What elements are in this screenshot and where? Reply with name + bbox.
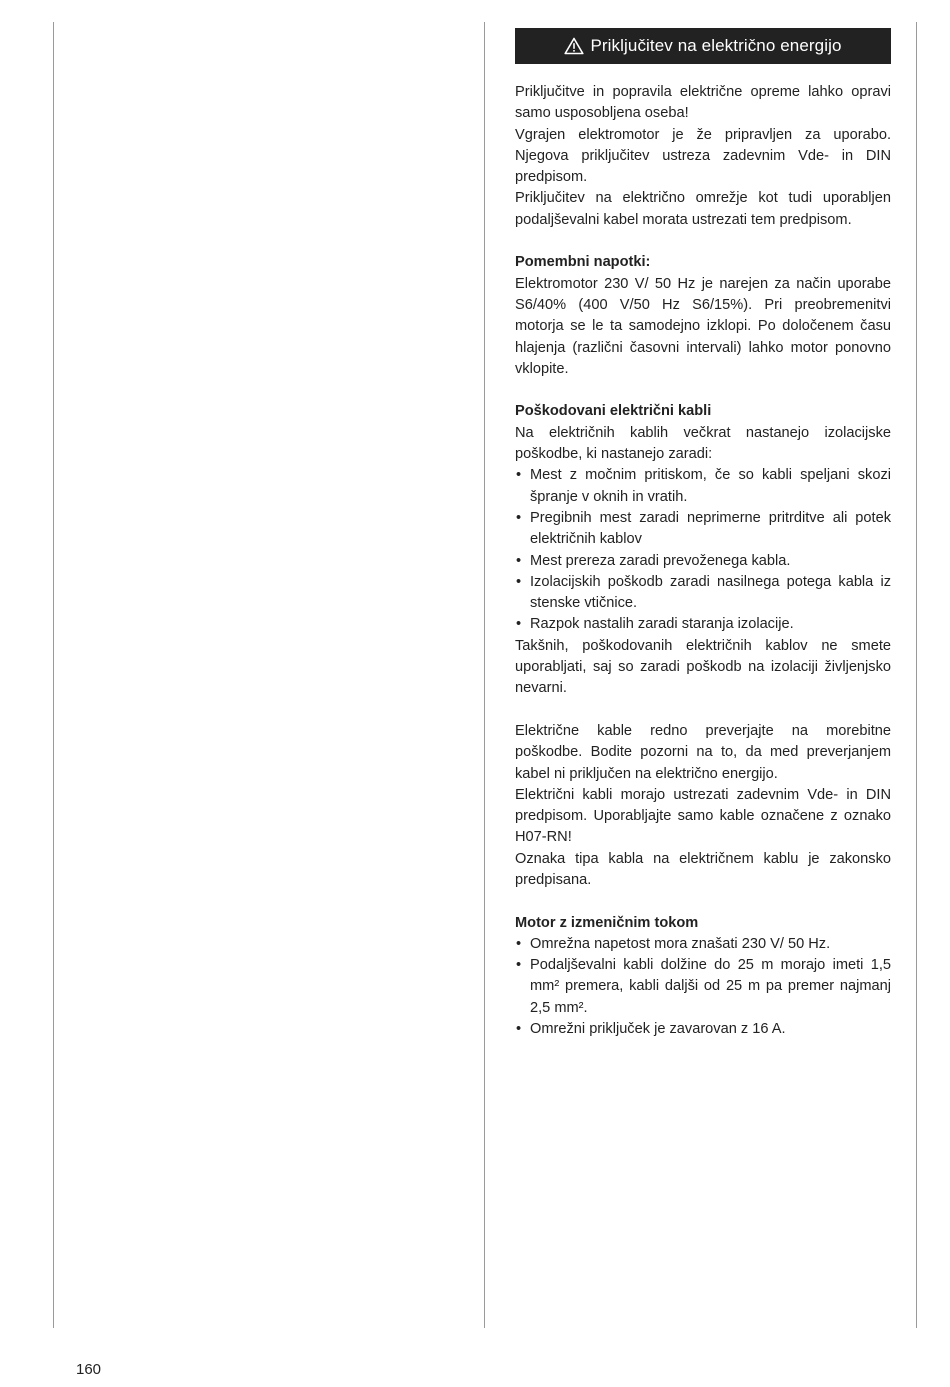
section-body	[515, 82, 891, 1040]
damaged-cables-intro: Na električnih kablih večkrat nastanejo izolacijske poškodbe, ki nastanejo zaradi:	[515, 424, 891, 463]
list-item: • Izolacijskih poškodb zaradi nasilnega potega kabla iz stenske vtičnice.	[515, 572, 891, 615]
page-number: 160	[76, 1361, 102, 1378]
motor-heading: Motor z izmeničnim tokom	[515, 914, 699, 931]
list-item: • Mest prereza zaradi prevoženega kabla.	[515, 551, 891, 572]
notes-heading: Pomembni napotki:	[515, 254, 651, 271]
intro-paragraph-3: Priključitev na električno omrežje kot tudi uporabljen podaljševalni kabel morata ustrezati tem predpisom.	[515, 190, 891, 228]
list-item: • Omrežni priključek je zavarovan z 16 A.	[515, 1019, 891, 1040]
right-margin-rule	[916, 22, 917, 1328]
check-paragraph-2: Električni kabli morajo ustrezati zadevnim Vde- in DIN predpisom. Uporabljajte samo kable označene z oznako H07-RN!	[515, 786, 891, 846]
list-item: • Podaljševalni kabli dolžine do 25 m morajo imeti 1,5 mm² premera, kabli daljši od 25 m pa premer najmanj 2,5 mm².	[515, 955, 891, 1019]
list-item: • Omrežna napetost mora znašati 230 V/ 50 Hz.	[515, 934, 891, 955]
check-paragraph-1: Električne kable redno preverjajte na morebitne poškodbe. Bodite pozorni na to, da med preverjanjem kabel ni priključen na električno energijo.	[515, 722, 891, 782]
motor-requirements-list	[515, 934, 891, 1040]
left-margin-rule	[53, 22, 54, 1328]
damaged-cables-heading: Poškodovani električni kabli	[515, 403, 712, 420]
list-item: • Razpok nastalih zaradi staranja izolacije.	[515, 614, 891, 635]
right-column	[515, 28, 891, 1040]
list-item: • Pregibnih mest zaradi neprimerne pritrditve ali potek električnih kablov	[515, 508, 891, 551]
section-title: Priključitev na električno energijo	[590, 36, 842, 55]
intro-paragraph-2: Vgrajen elektromotor je že pripravljen za uporabo. Njegova priključitev ustreza zadevnim Vde- in DIN predpisom.	[515, 126, 891, 186]
notes-paragraph: Elektromotor 230 V/ 50 Hz je narejen za način uporabe S6/40% (400 V/50 Hz S6/15%). Pri preobremenitvi motorja se le ta samodejno izklopi. Po določenem času hlajenja (različni časovni intervali) lahko motor ponovno vklopite.	[515, 275, 891, 377]
list-item: • Mest z močnim pritiskom, če so kabli speljani skozi špranje v oknih in vratih.	[515, 465, 891, 508]
section-header-bar	[515, 28, 891, 64]
damage-causes-list	[515, 465, 891, 635]
column-divider-rule	[484, 22, 485, 1328]
intro-paragraph-1: Priključitve in popravila električne opreme lahko opravi samo usposobljena oseba!	[515, 84, 891, 122]
check-paragraph-3: Oznaka tipa kabla na električnem kablu je zakonsko predpisana.	[515, 850, 891, 888]
warning-triangle-icon	[564, 37, 584, 55]
damaged-cables-warning: Takšnih, poškodovanih električnih kablov ne smete uporabljati, saj so zaradi poškodb na izolaciji življenjsko nevarni.	[515, 637, 891, 697]
